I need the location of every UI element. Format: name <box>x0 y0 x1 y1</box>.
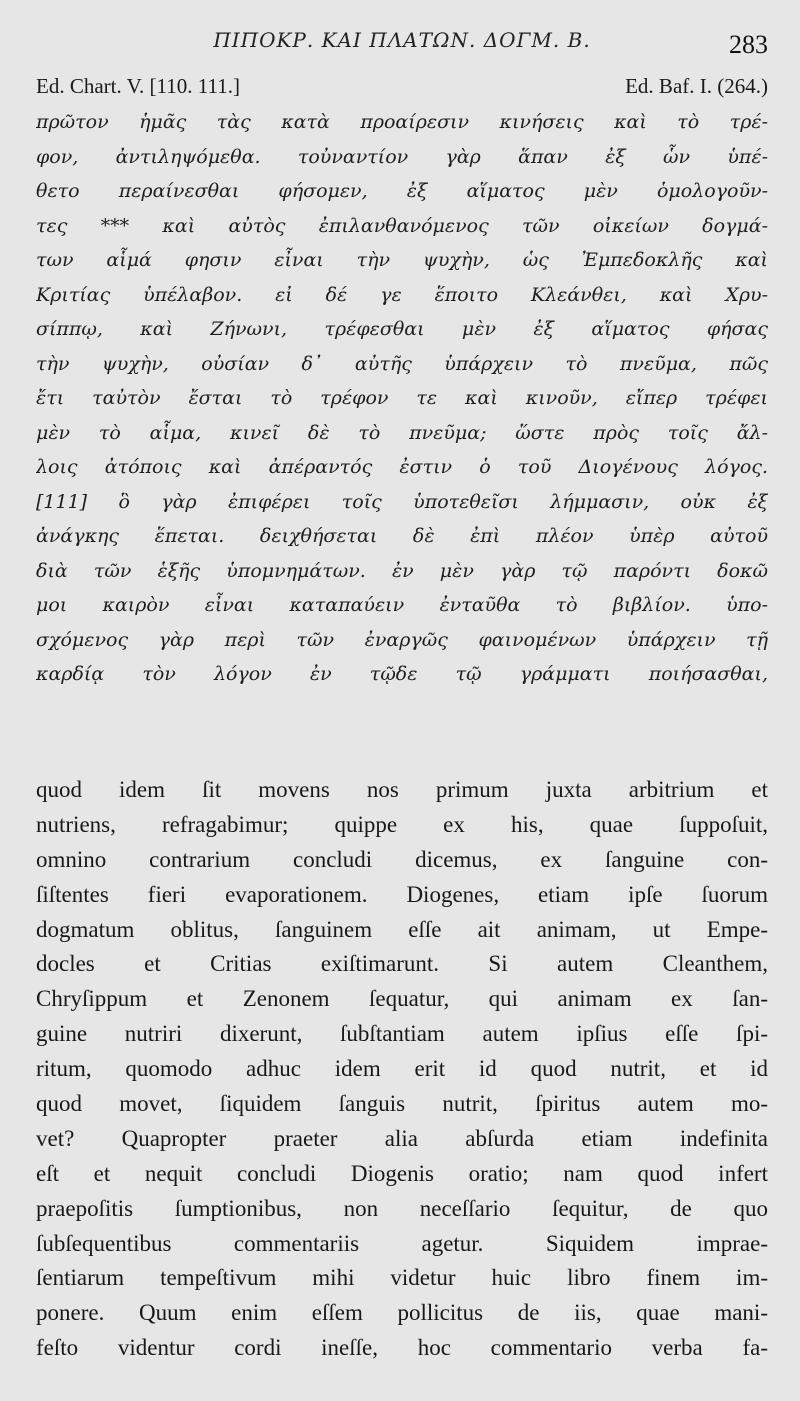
latin-line: omnino contrarium concludi dicemus, ex ſanguine con- <box>36 846 768 872</box>
greek-line: θετο περαίνεσθαι φήσομεν, ἐξ αἵματος μὲν ὁμολογοῦν- <box>36 180 768 202</box>
latin-line: quod idem ſit movens nos primum juxta arbitrium et <box>36 777 768 802</box>
greek-line: λοις ἀτόποις καὶ ἀπέραντός ἐστιν ὁ τοῦ Διογένους λόγος. <box>36 456 768 478</box>
latin-line: feſto videntur cordi ineſſe, hoc commentario verba fa- <box>36 1335 768 1361</box>
latin-line: ſentiarum tempeſtivum mihi videtur huic libro finem im- <box>36 1265 768 1291</box>
greek-line: πρῶτον ἡμᾶς τὰς κατὰ προαίρεσιν κινήσεις καὶ τὸ τρέ- <box>36 111 768 133</box>
latin-text-block <box>36 773 768 1366</box>
latin-line: ſiſtentes fieri evaporationem. Diogenes, etiam ipſe ſuorum <box>36 881 768 907</box>
latin-line: dogmatum oblitus, ſanguinem eſſe ait animam, ut Empe- <box>36 916 768 942</box>
greek-line: ἀνάγκης ἕπεται. δειχθήσεται δὲ ἐπὶ πλέον ὑπὲρ αὐτοῦ <box>36 525 768 547</box>
greek-line: διὰ τῶν ἑξῆς ὑπομνημάτων. ἐν μὲν γὰρ τῷ παρόντι δοκῶ <box>36 559 768 582</box>
greek-line: των αἷμά φησιν εἶναι τὴν ψυχὴν, ὡς Ἐμπεδοκλῆς καὶ <box>36 249 768 271</box>
latin-line: nutriens, refragabimur; quippe ex his, quae ſuppoſuit, <box>36 811 768 837</box>
greek-text-block <box>36 105 768 692</box>
latin-line: vet? Quapropter praeter alia abſurda etiam indefinita <box>36 1125 768 1151</box>
latin-line: ponere. Quum enim eſſem pollicitus de iis, quae mani- <box>36 1300 768 1326</box>
greek-line: [111] ὃ γὰρ ἐπιφέρει τοῖς ὑποτεθεῖσι λήμμασιν, οὐκ ἐξ <box>36 490 768 513</box>
greek-line: τες *** καὶ αὐτὸς ἐπιλανθανόμενος τῶν οἰκείων δογμά- <box>36 214 768 237</box>
latin-line: guine nutriri dixerunt, ſubſtantiam autem ipſius eſſe ſpi- <box>36 1021 768 1047</box>
greek-line: σίππῳ, καὶ Ζήνωνι, τρέφεσθαι μὲν ἐξ αἵματος φήσας <box>36 318 768 340</box>
edition-reference-right: Ed. Baf. I. (264.) <box>625 74 768 98</box>
greek-line: ἔτι ταὐτὸν ἔσται τὸ τρέφον τε καὶ κινοῦν, εἴπερ τρέφει <box>36 387 768 409</box>
greek-line: καρδίᾳ τὸν λόγον ἐν τῷδε τῷ γράμματι ποιήσασθαι, <box>36 663 768 685</box>
running-title: ΠΙΠΟΚΡ. ΚΑΙ ΠΛΑΤΩΝ. ΔΟΓΜ. Β. <box>213 28 591 52</box>
greek-line: μοι καιρὸν εἶναι καταπαύειν ἐνταῦθα τὸ βιβλίον. ὑπο- <box>36 594 768 616</box>
greek-line: Κριτίας ὑπέλαβον. εἰ δέ γε ἕποιτο Κλεάνθει, καὶ Χρυ- <box>36 283 768 306</box>
latin-line: docles et Critias exiſtimarunt. Si autem Cleanthem, <box>36 951 768 977</box>
latin-line: Chryſippum et Zenonem ſequatur, qui animam ex ſan- <box>36 986 768 1012</box>
greek-line: μὲν τὸ αἷμα, κινεῖ δὲ τὸ πνεῦμα; ὥστε πρὸς τοῖς ἄλ- <box>36 421 768 444</box>
latin-line: eſt et nequit concludi Diogenis oratio; nam quod infert <box>36 1160 768 1186</box>
latin-line: ſubſequentibus commentariis agetur. Siquidem imprae- <box>36 1230 768 1256</box>
greek-line: σχόμενος γὰρ περὶ τῶν ἐναργῶς φαινομένων ὑπάρχειν τῇ <box>36 628 768 651</box>
latin-line: quod movet, ſiquidem ſanguis nutrit, ſpiritus autem mo- <box>36 1091 768 1117</box>
edition-reference-line <box>36 74 768 104</box>
greek-line: φον, ἀντιληψόμεθα. τοὐναντίον γὰρ ἅπαν ἐξ ὧν ὑπέ- <box>36 145 768 168</box>
latin-line: praepoſitis ſumptionibus, non neceſſario ſequitur, de quo <box>36 1195 768 1221</box>
edition-reference-left: Ed. Chart. V. [110. 111.] <box>36 74 240 98</box>
greek-line: τὴν ψυχὴν, οὐσίαν δ᾽ αὐτῆς ὑπάρχειν τὸ πνεῦμα, πῶς <box>36 352 768 375</box>
running-head <box>36 28 768 64</box>
page-number: 283 <box>729 30 768 59</box>
latin-line: ritum, quomodo adhuc idem erit id quod nutrit, et id <box>36 1056 768 1082</box>
